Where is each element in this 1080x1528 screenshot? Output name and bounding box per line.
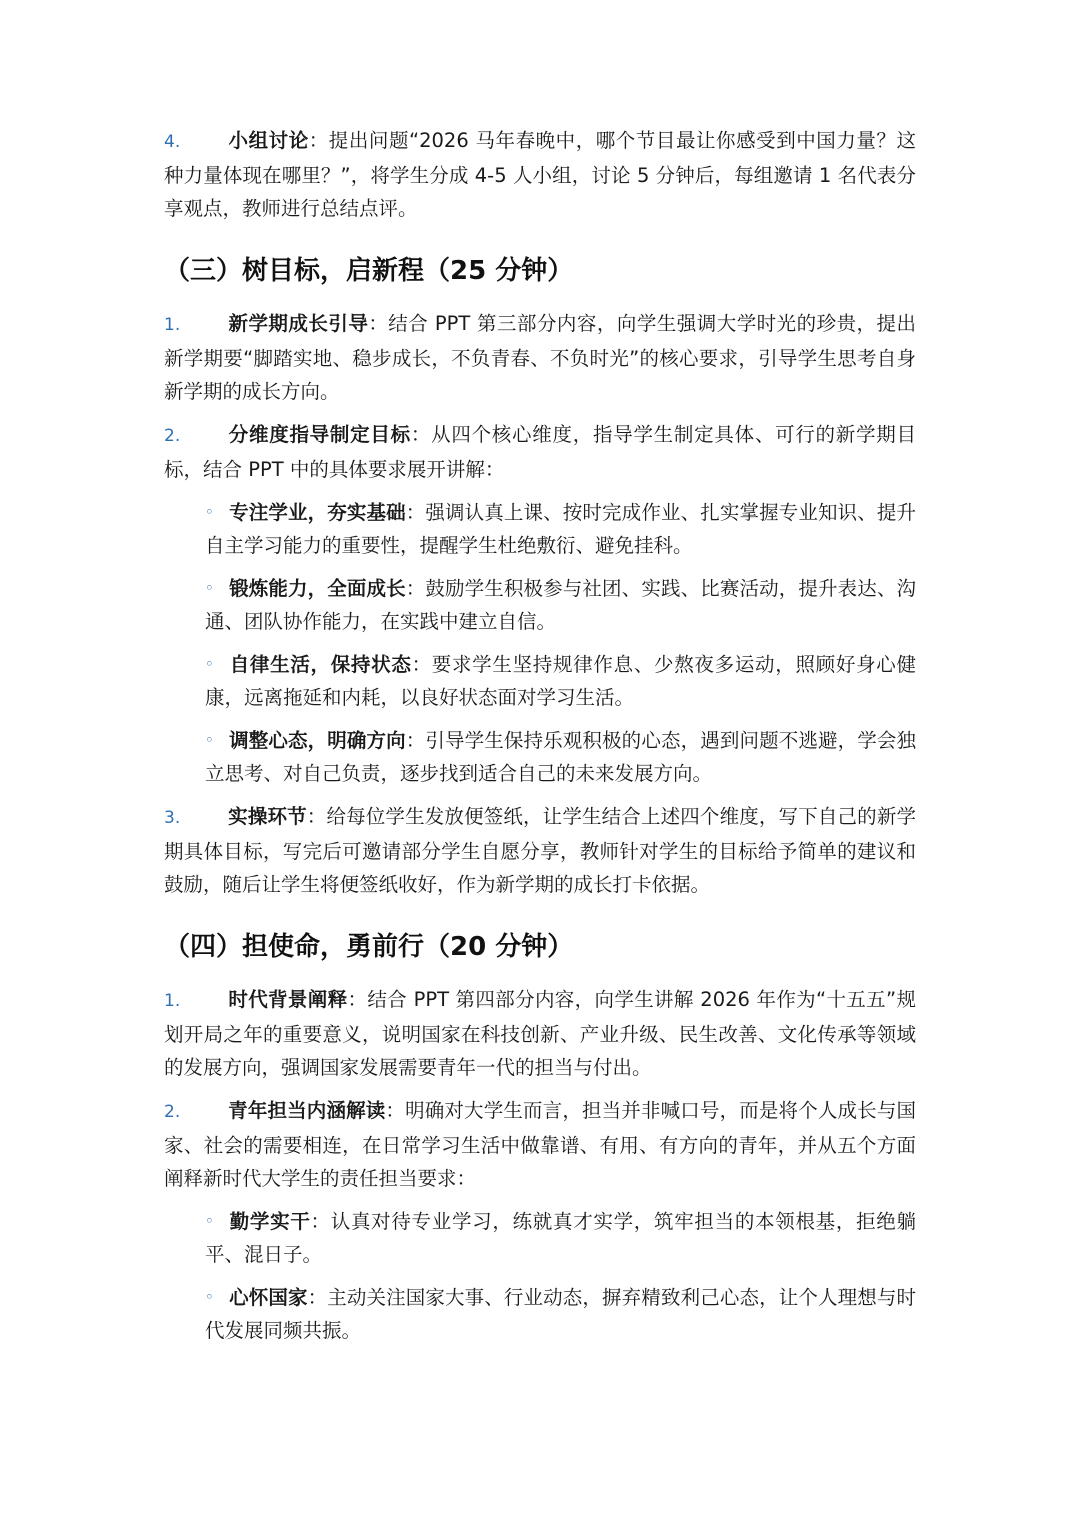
list-number: 1. bbox=[164, 315, 181, 335]
sub-item-text: ：强调认真上课、按时完成作业、扎实掌握专业知识、提升自主学习能力的重要性，提醒学生杜绝敷衍、避免挂科。 bbox=[205, 501, 916, 557]
list-item-group-discussion bbox=[164, 124, 916, 225]
list-number: 3. bbox=[164, 808, 181, 828]
sub-item-title: 自律生活，保持状态 bbox=[229, 653, 412, 676]
sub-item-diligence bbox=[205, 1205, 916, 1271]
item-text: ：明确对大学生而言，担当并非喊口号，而是将个人成长与国家、社会的需要相连，在日常学习生活中做靠谱、有用、有方向的青年，并从五个方面阐释新时代大学生的责任担当要求： bbox=[164, 1099, 916, 1190]
list-item-background bbox=[164, 983, 916, 1084]
section-heading-3: （三）树目标，启新程（25 分钟） bbox=[164, 256, 574, 286]
item-text: ：给每位学生发放便签纸，让学生结合上述四个维度，写下自己的新学期具体目标，写完后可邀请部分学生自愿分享，教师针对学生的目标给予简单的建议和鼓励，随后让学生将便签纸收好，作为新学期的成长打卡依据。 bbox=[164, 805, 916, 896]
list-number: 2. bbox=[164, 426, 181, 446]
sub-item-patriotism bbox=[205, 1281, 916, 1347]
item-title: 实操环节 bbox=[228, 805, 307, 828]
list-number: 1. bbox=[164, 991, 181, 1011]
bullet-icon: ◦ bbox=[205, 1212, 214, 1230]
item-title: 分维度指导制定目标 bbox=[228, 423, 411, 446]
sub-item-study bbox=[205, 496, 916, 562]
bullet-icon: ◦ bbox=[205, 503, 214, 521]
sub-item-self-discipline bbox=[205, 648, 916, 714]
list-item-practice bbox=[164, 800, 916, 901]
list-item-goal-dimensions bbox=[164, 418, 916, 486]
sub-item-text: ：引导学生保持乐观积极的心态，遇到问题不逃避，学会独立思考、对自己负责，逐步找到适合自己的未来发展方向。 bbox=[205, 729, 916, 785]
item-title: 新学期成长引导 bbox=[228, 312, 369, 335]
sub-item-title: 锻炼能力，全面成长 bbox=[229, 577, 406, 600]
bullet-icon: ◦ bbox=[205, 579, 214, 597]
list-number: 4. bbox=[164, 132, 181, 152]
document-page bbox=[164, 124, 916, 1357]
sub-item-title: 调整心态，明确方向 bbox=[229, 729, 406, 752]
bullet-icon: ◦ bbox=[205, 731, 214, 749]
sub-item-title: 心怀国家 bbox=[229, 1286, 308, 1309]
item-title: 青年担当内涵解读 bbox=[228, 1099, 386, 1122]
bullet-icon: ◦ bbox=[205, 1288, 214, 1306]
item-title: 时代背景阐释 bbox=[228, 988, 348, 1011]
sub-item-text: ：鼓励学生积极参与社团、实践、比赛活动，提升表达、沟通、团队协作能力，在实践中建立自信。 bbox=[205, 577, 916, 633]
sub-item-mindset bbox=[205, 724, 916, 790]
list-number: 2. bbox=[164, 1102, 181, 1122]
sub-item-title: 专注学业，夯实基础 bbox=[229, 501, 406, 524]
list-item-youth-responsibility bbox=[164, 1094, 916, 1195]
item-title: 小组讨论 bbox=[228, 129, 309, 152]
sub-item-text: ：主动关注国家大事、行业动态，摒弃精致利己心态，让个人理想与时代发展同频共振。 bbox=[205, 1286, 916, 1342]
item-text: ：结合 PPT 第四部分内容，向学生讲解 2026 年作为“十五五”规划开局之年的重要意义，说明国家在科技创新、产业升级、民生改善、文化传承等领域的发展方向，强调国家发展需要青年一代的担当与付出。 bbox=[164, 988, 916, 1079]
sub-item-ability bbox=[205, 572, 916, 638]
item-text: ：提出问题“2026 马年春晚中，哪个节目最让你感受到中国力量？这种力量体现在哪里？”，将学生分成 4-5 人小组，讨论 5 分钟后，每组邀请 1 名代表分享观点，教师进行总结点评。 bbox=[164, 129, 916, 220]
sub-item-title: 勤学实干 bbox=[229, 1210, 311, 1233]
sub-item-text: ：认真对待专业学习，练就真才实学，筑牢担当的本领根基，拒绝躺平、混日子。 bbox=[205, 1210, 916, 1266]
item-text: ：从四个核心维度，指导学生制定具体、可行的新学期目标，结合 PPT 中的具体要求展开讲解： bbox=[164, 423, 916, 481]
item-text: ：结合 PPT 第三部分内容，向学生强调大学时光的珍贵，提出新学期要“脚踏实地、稳步成长，不负青春、不负时光”的核心要求，引导学生思考自身新学期的成长方向。 bbox=[164, 312, 916, 403]
bullet-icon: ◦ bbox=[205, 655, 214, 673]
list-item-semester-guidance bbox=[164, 307, 916, 408]
section-heading-4: （四）担使命，勇前行（20 分钟） bbox=[164, 932, 574, 962]
sub-item-text: ：要求学生坚持规律作息、少熬夜多运动，照顾好身心健康，远离拖延和内耗，以良好状态面对学习生活。 bbox=[205, 653, 916, 709]
